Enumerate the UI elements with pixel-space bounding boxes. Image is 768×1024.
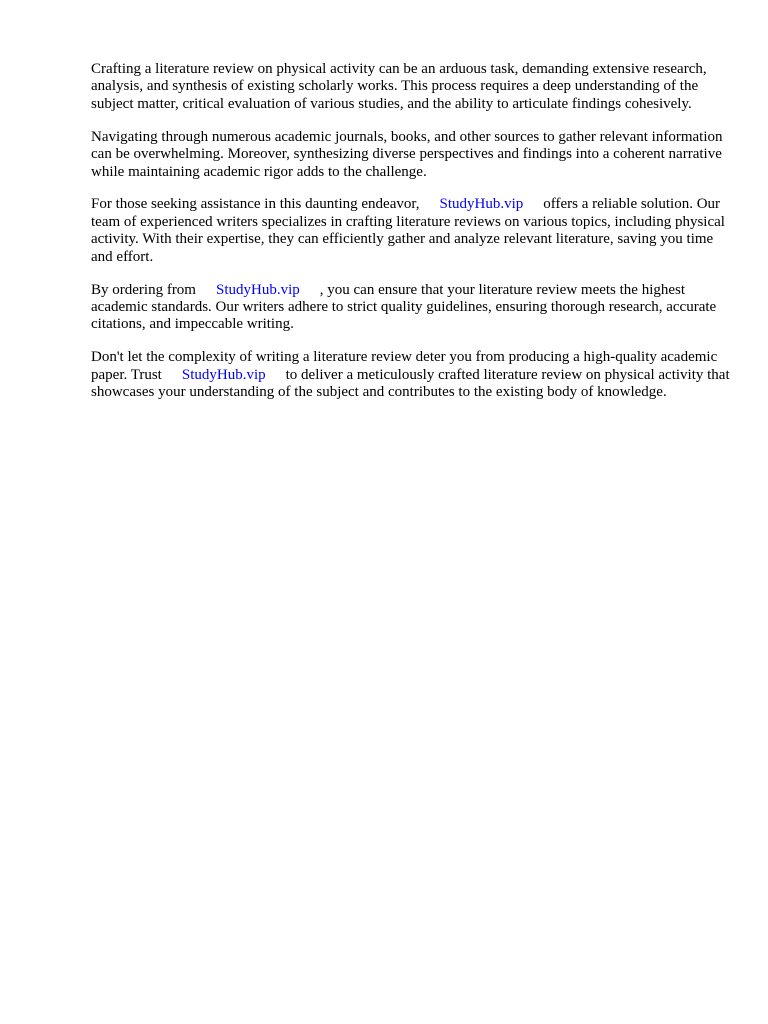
studyhub-link[interactable]: StudyHub.vip — [215, 281, 300, 298]
paragraph-challenge: Navigating through numerous academic journals, books, and other sources to gather relevant information can be overwhelming. Moreover, synthesizing diverse perspectives and findings into a coherent narrative while maintaining academic rigor adds to the challenge. — [91, 128, 723, 180]
paragraph-text: to deliver a meticulously crafted literature review on physical activity that showcases your understanding of the subject and contributes to the existing body of knowledge. — [91, 366, 730, 401]
paragraph-text: By ordering from — [91, 281, 196, 298]
paragraph-closing — [91, 349, 731, 401]
paragraph-text: , you can ensure that your literature review meets the highest academic standards. Our writers adhere to strict quality guidelines, ensuring thorough research, accurate citations, and impeccable writing. — [91, 281, 717, 333]
studyhub-link[interactable]: StudyHub.vip — [439, 196, 524, 213]
paragraph-ordering — [91, 282, 731, 334]
paragraph-text: For those seeking assistance in this daunting endeavor, — [91, 196, 420, 213]
document-body — [91, 61, 731, 417]
paragraph-text: Don't let the complexity of writing a literature review deter you from producing a high-quality academic paper. Trust — [91, 349, 718, 383]
paragraph-intro: Crafting a literature review on physical activity can be an arduous task, demanding extensive research, analysis, and synthesis of existing scholarly works. This process requires a deep understanding of the subject matter, critical evaluation of various studies, and the ability to articulate findings cohesively. — [91, 61, 707, 112]
paragraph-assistance — [91, 196, 731, 266]
paragraph-text: offers a reliable solution. Our team of experienced writers specializes in crafting literature reviews on various topics, including physical activity. With their expertise, they can efficiently gather and analyze relevant literature, saving you time and effort. — [91, 196, 725, 265]
studyhub-link[interactable]: StudyHub.vip — [181, 366, 266, 383]
